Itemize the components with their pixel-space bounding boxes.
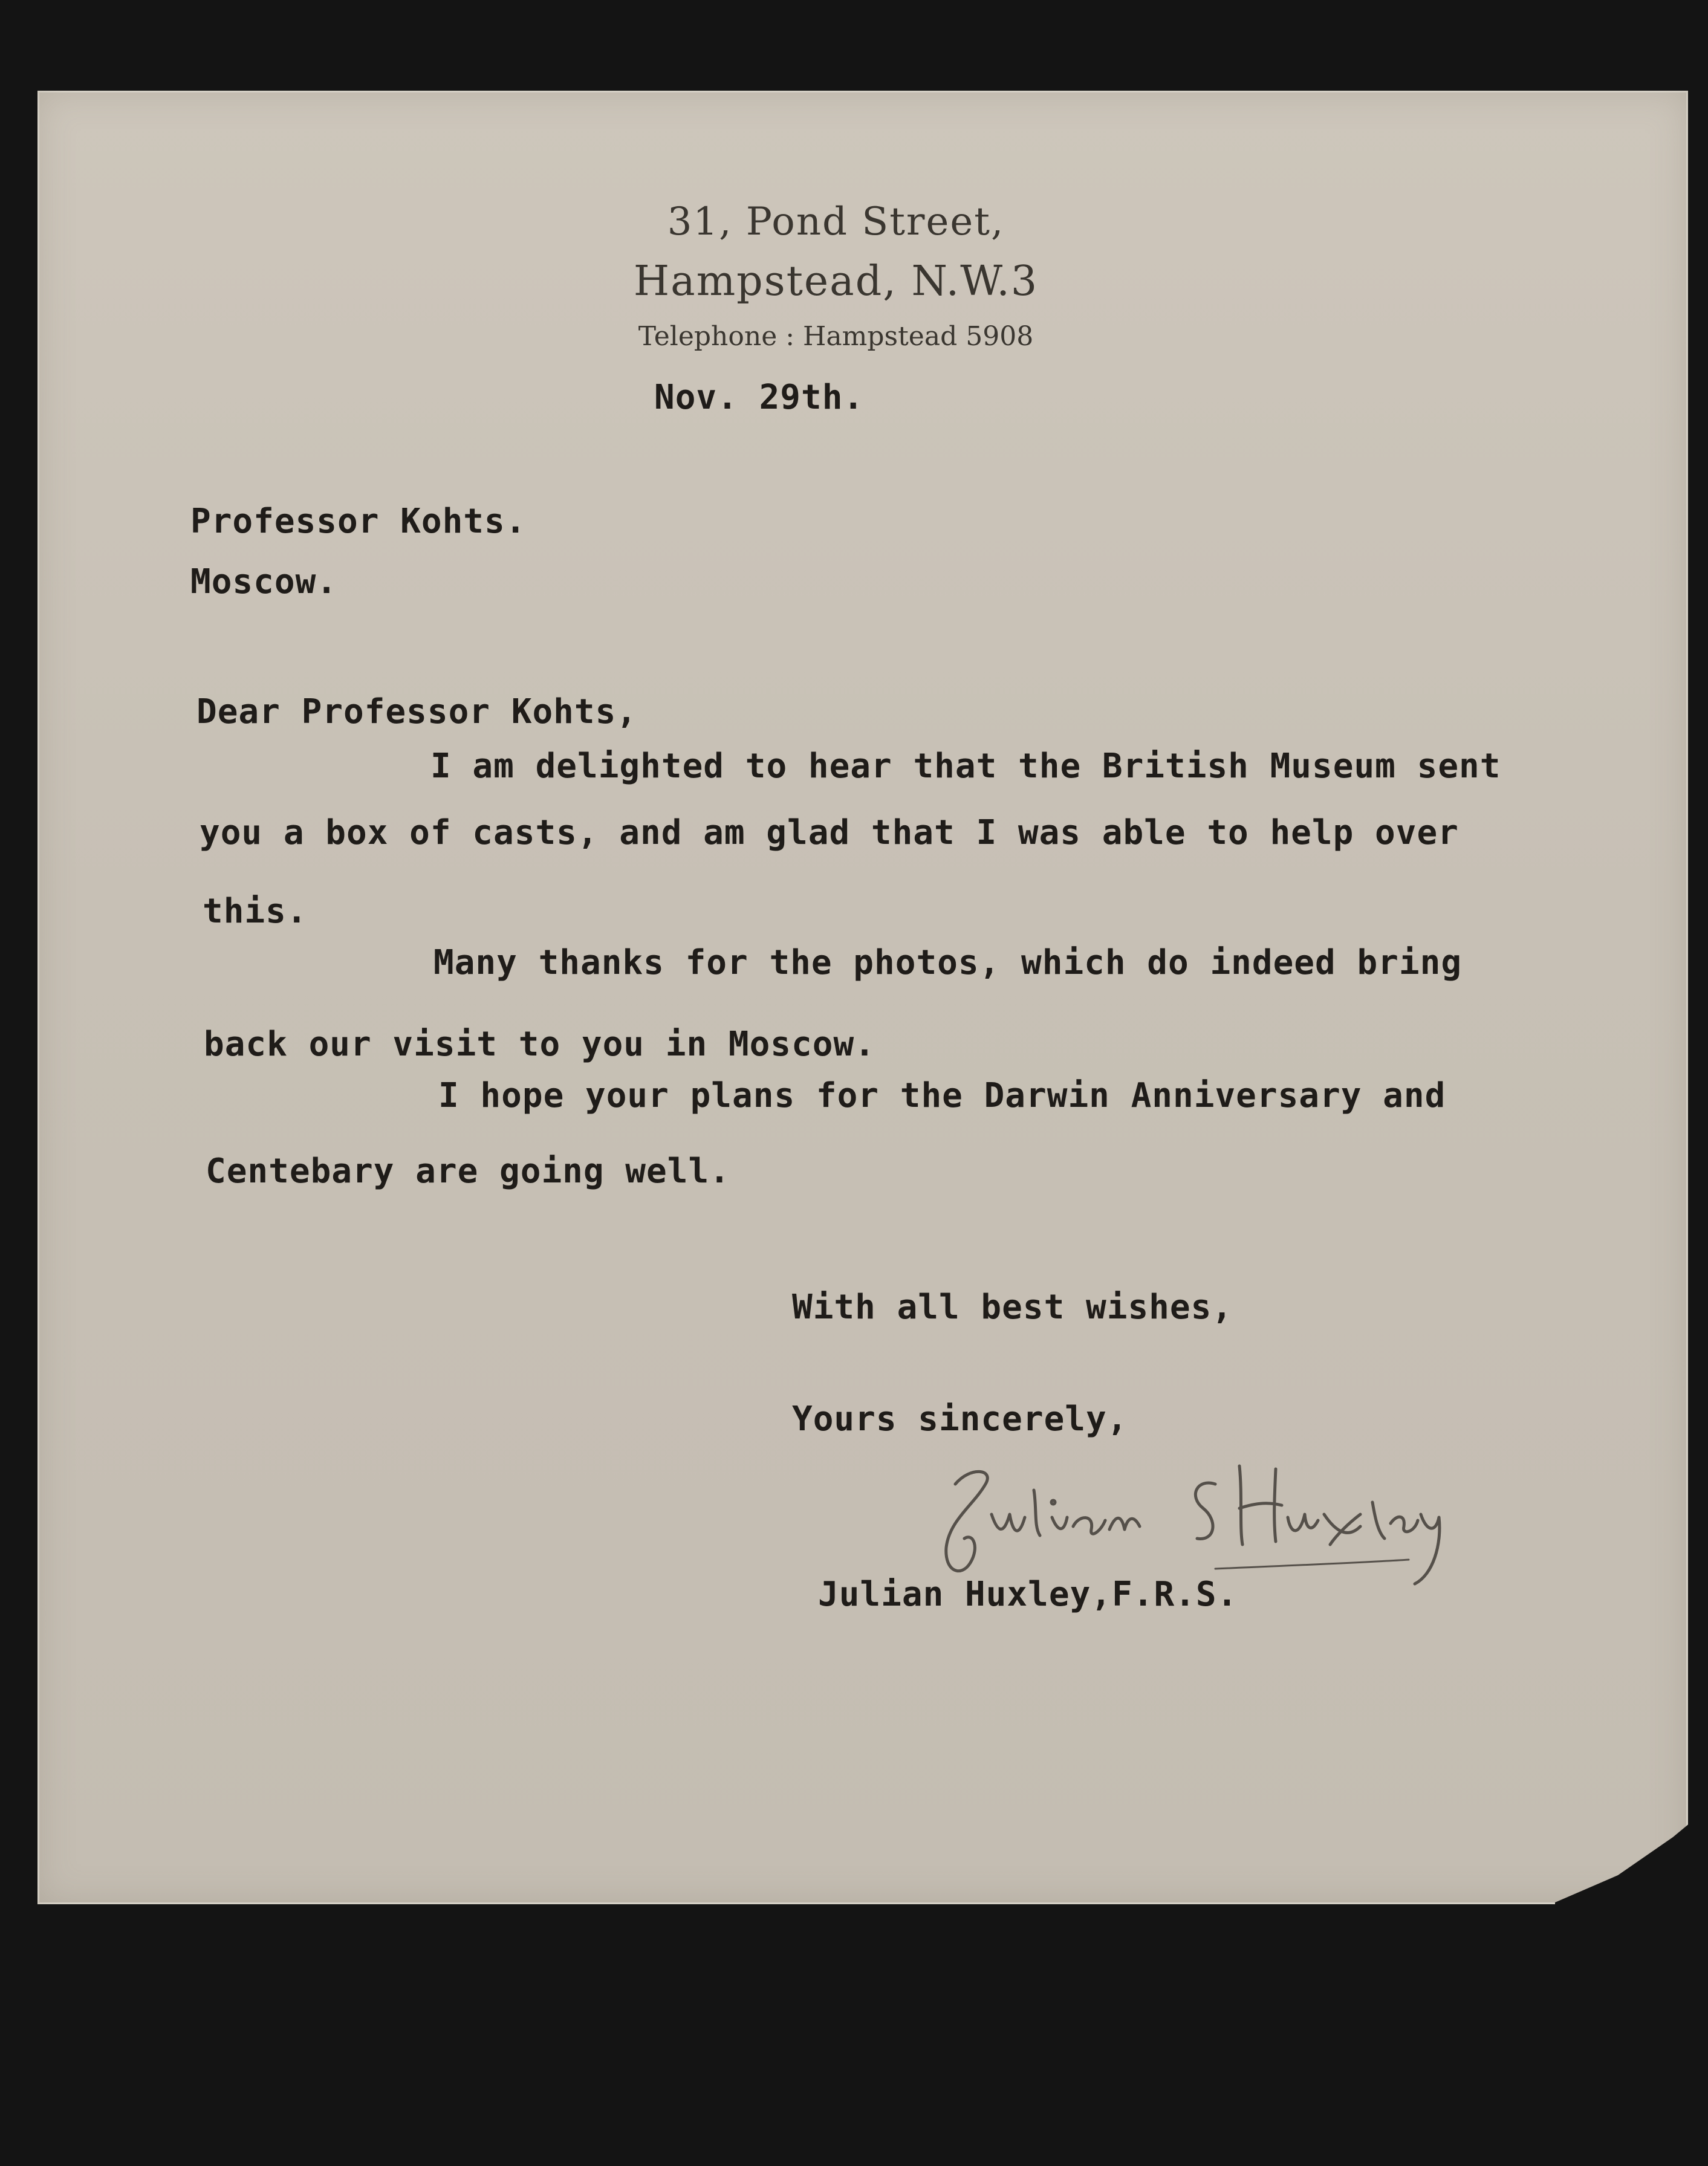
- closing-sincerely: Yours sincerely,: [792, 1399, 1128, 1439]
- body-line: Many thanks for the photos, which do indeed bring: [433, 943, 1463, 982]
- letter-date: Nov. 29th.: [654, 378, 865, 417]
- body-line: this.: [203, 892, 308, 931]
- recipient-city: Moscow.: [190, 562, 338, 601]
- salutation: Dear Professor Kohts,: [196, 692, 638, 731]
- letter-paper: [37, 91, 1688, 1904]
- letterhead-telephone: Telephone : Hampstead 5908: [638, 321, 1034, 352]
- signatory-name: Julian Huxley,F.R.S.: [818, 1575, 1238, 1614]
- body-line: I am delighted to hear that the British Museum sent: [430, 747, 1501, 786]
- body-line: Centebary are going well.: [206, 1152, 730, 1191]
- body-line: I hope your plans for the Darwin Anniversary and: [438, 1076, 1446, 1115]
- closing-wishes: With all best wishes,: [792, 1288, 1233, 1327]
- letterhead-street: 31, Pond Street,: [667, 199, 1005, 244]
- body-line: you a box of casts, and am glad that I was able to help over: [200, 813, 1459, 852]
- recipient-name: Professor Kohts.: [190, 502, 527, 541]
- body-line: back our visit to you in Moscow.: [204, 1025, 875, 1064]
- letterhead-district: Hampstead, N.W.3: [633, 258, 1039, 305]
- letterhead: [0, 199, 1708, 352]
